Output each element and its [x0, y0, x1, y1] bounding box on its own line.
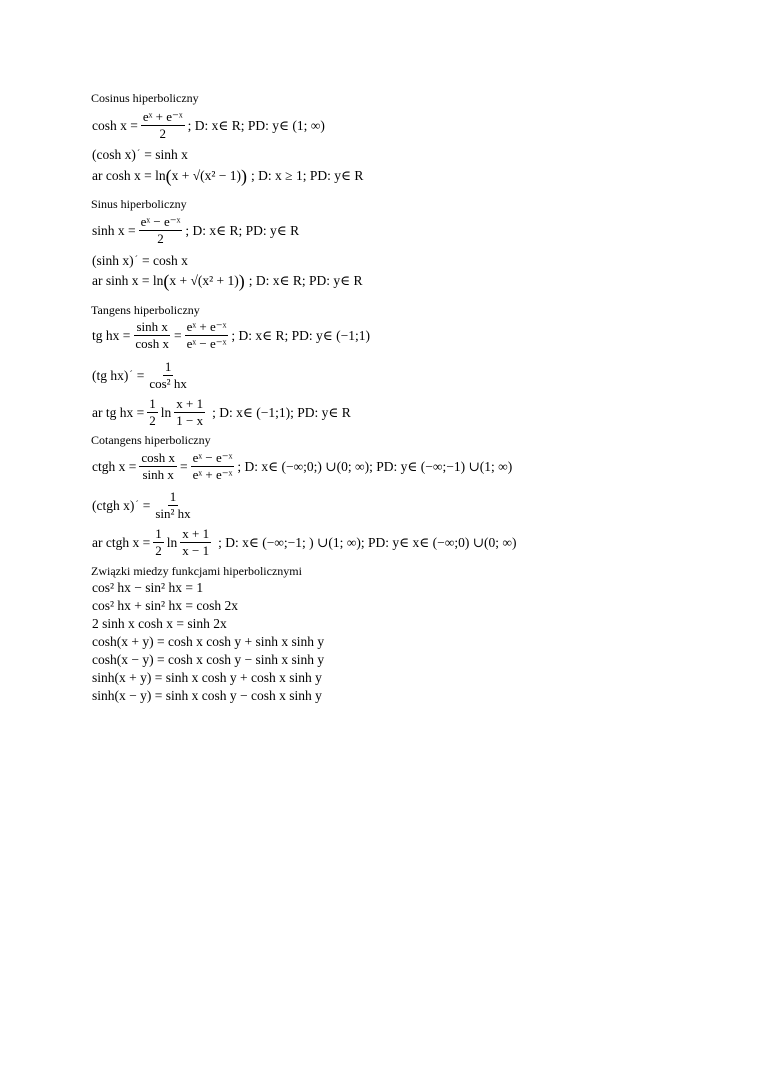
cosh-derivative-lhs: (cosh x) — [92, 147, 136, 162]
tgh-lhs: tg hx = — [92, 328, 131, 344]
sinh-numerator: eˣ − e⁻ˣ — [139, 215, 183, 231]
artgh-ln: ln — [160, 405, 172, 421]
relation-2: cos² hx + sin² hx = cosh 2x — [92, 598, 238, 613]
prime-mark: ´ — [136, 148, 141, 160]
sinh-fraction — [139, 215, 183, 247]
arctgh-coef-numerator: 1 — [153, 527, 164, 543]
cosh-fraction — [141, 110, 185, 142]
arsinh-domain: ; D: x∈ R; PD: y∈ R — [248, 273, 363, 289]
section-title-tgh: Tangens hiperboliczny — [91, 303, 200, 317]
sinh-lhs: sinh x = — [92, 223, 136, 239]
artgh-denominator: 1 − x — [176, 413, 204, 429]
tgh-definition: tg hx = $\frac{\text{sinh x}}{\text{cosh x}}$ = $\frac{\text{eˣ + e⁻ˣ}}{\text{eˣ − e⁻ˣ}}$ ; D: x∈ R; PD: y∈ (−1;1) — [92, 319, 370, 352]
tgh-derivative-numerator: 1 — [163, 360, 174, 376]
arctgh-coef-denominator: 2 — [155, 543, 162, 559]
tgh-fraction-1 — [133, 320, 171, 352]
artgh-coef-numerator: 1 — [147, 397, 158, 413]
relation-4: cosh(x + y) = cosh x cosh y + sinh x sinh y — [92, 634, 325, 649]
arcosh-domain: ; D: x ≥ 1; PD: y∈ R — [251, 168, 364, 184]
ctgh-derivative-fraction — [153, 490, 192, 522]
ctgh-derivative-denominator: sin² hx — [155, 506, 191, 522]
sinh-domain: ; D: x∈ R; PD: y∈ R — [185, 223, 300, 239]
cosh-definition — [92, 110, 325, 142]
cosh-lhs: cosh x = — [92, 118, 138, 134]
artgh-domain: ; D: x∈ (−1;1); PD: y∈ R — [212, 405, 351, 421]
ctgh-derivative-numerator: 1 — [168, 490, 179, 506]
section-title-sinh: Sinus hiperboliczny — [91, 197, 187, 211]
ctgh-derivative: (ctgh x) ´ = $\frac{1}{\text{sin² hx}}$ — [92, 489, 191, 522]
arctgh-definition — [92, 527, 517, 559]
arctgh-fraction — [180, 527, 211, 559]
relation-3: 2 sinh x cosh x = sinh 2x — [92, 616, 227, 631]
ctgh-definition: ctgh x = $\frac{\text{cosh x}}{\text{sinh x}}$ = $\frac{\text{eˣ − e⁻ˣ}}{\text{eˣ + e⁻ˣ}}$ ; D: x∈ (−∞;0;) ∪(0; ∞); PD: y∈ (−∞;−1) ∪(1; ∞) — [92, 450, 513, 483]
prime-mark: ´ — [129, 369, 133, 381]
sinh-derivative-lhs: (sinh x) — [92, 253, 134, 268]
prime-mark: ´ — [134, 254, 138, 266]
arcosh-definition: ar cosh x = ln ( x + √(x² − 1) ) ; D: x ≥ 1; PD: y∈ R — [92, 166, 364, 186]
tgh-derivative-lhs: (tg hx) — [92, 368, 129, 384]
artgh-definition — [92, 397, 351, 429]
tgh-numerator-1: sinh x — [134, 320, 169, 336]
tgh-denominator-1: cosh x — [135, 336, 169, 352]
arcosh-lhs: ar cosh x = ln — [92, 168, 166, 184]
relation-6: sinh(x + y) = sinh x cosh y + cosh x sinh y — [92, 670, 322, 685]
arctgh-denominator: x − 1 — [182, 543, 210, 559]
cosh-domain: ; D: x∈ R; PD: y∈ (1; ∞) — [187, 118, 325, 134]
arsinh-definition: ar sinh x = ln ( x + √(x² + 1) ) ; D: x∈ R; PD: y∈ R — [92, 271, 363, 291]
artgh-fraction — [174, 397, 205, 429]
arctgh-domain: ; D: x∈ (−∞;−1; ) ∪(1; ∞); PD: y∈ x∈ (−∞;0) ∪(0; ∞) — [218, 535, 517, 551]
ctgh-derivative-lhs: (ctgh x) — [92, 498, 135, 514]
relation-5: cosh(x − y) = cosh x cosh y − sinh x sinh y — [92, 652, 325, 667]
artgh-coef-denominator: 2 — [149, 413, 156, 429]
tgh-derivative: (tg hx) ´ = $\frac{1}{\text{cos² hx}}$ — [92, 359, 187, 392]
sinh-derivative-rhs: = cosh x — [141, 253, 188, 268]
cosh-denominator: 2 — [159, 126, 166, 142]
tgh-derivative-fraction — [147, 360, 188, 392]
arsinh-argument: x + √(x² + 1) — [169, 273, 239, 289]
ctgh-denominator-1: sinh x — [142, 467, 174, 483]
tgh-derivative-denominator: cos² hx — [149, 376, 187, 392]
cosh-derivative — [92, 148, 188, 162]
section-title-ctgh: Cotangens hiperboliczny — [91, 433, 211, 447]
prime-mark: ´ — [135, 499, 139, 511]
cosh-numerator: eˣ + e⁻ˣ — [141, 110, 185, 126]
ctgh-lhs: ctgh x = — [92, 459, 137, 475]
section-title-relations: Związki miedzy funkcjami hiperbolicznymi — [91, 564, 302, 578]
arctgh-lhs: ar ctgh x = — [92, 535, 151, 551]
section-title-cosh: Cosinus hiperboliczny — [91, 91, 199, 105]
artgh-coefficient — [147, 397, 158, 429]
arcosh-argument: x + √(x² − 1) — [171, 168, 242, 184]
tgh-numerator-2: eˣ + e⁻ˣ — [185, 320, 229, 336]
tgh-fraction-2 — [185, 320, 229, 352]
cosh-derivative-rhs: = sinh x — [144, 147, 188, 162]
relation-1: cos² hx − sin² hx = 1 — [92, 580, 204, 595]
sinh-denominator: 2 — [157, 231, 164, 247]
ctgh-fraction-2 — [191, 451, 235, 483]
ctgh-domain: ; D: x∈ (−∞;0;) ∪(0; ∞); PD: y∈ (−∞;−1) ∪(1; ∞) — [237, 459, 513, 475]
sinh-definition — [92, 215, 299, 247]
tgh-denominator-2: eˣ − e⁻ˣ — [186, 336, 227, 352]
arctgh-numerator: x + 1 — [180, 527, 211, 543]
arsinh-lhs: ar sinh x = ln — [92, 273, 164, 289]
tgh-domain: ; D: x∈ R; PD: y∈ (−1;1) — [231, 328, 370, 344]
relation-7: sinh(x − y) = sinh x cosh y − cosh x sinh y — [92, 688, 322, 703]
ctgh-numerator-1: cosh x — [139, 451, 177, 467]
artgh-numerator: x + 1 — [174, 397, 205, 413]
arctgh-ln: ln — [166, 535, 178, 551]
arctgh-coefficient — [153, 527, 164, 559]
ctgh-fraction-1 — [139, 451, 177, 483]
artgh-lhs: ar tg hx = — [92, 405, 145, 421]
ctgh-denominator-2: eˣ + e⁻ˣ — [192, 467, 233, 483]
ctgh-numerator-2: eˣ − e⁻ˣ — [191, 451, 235, 467]
sinh-derivative — [92, 254, 188, 268]
